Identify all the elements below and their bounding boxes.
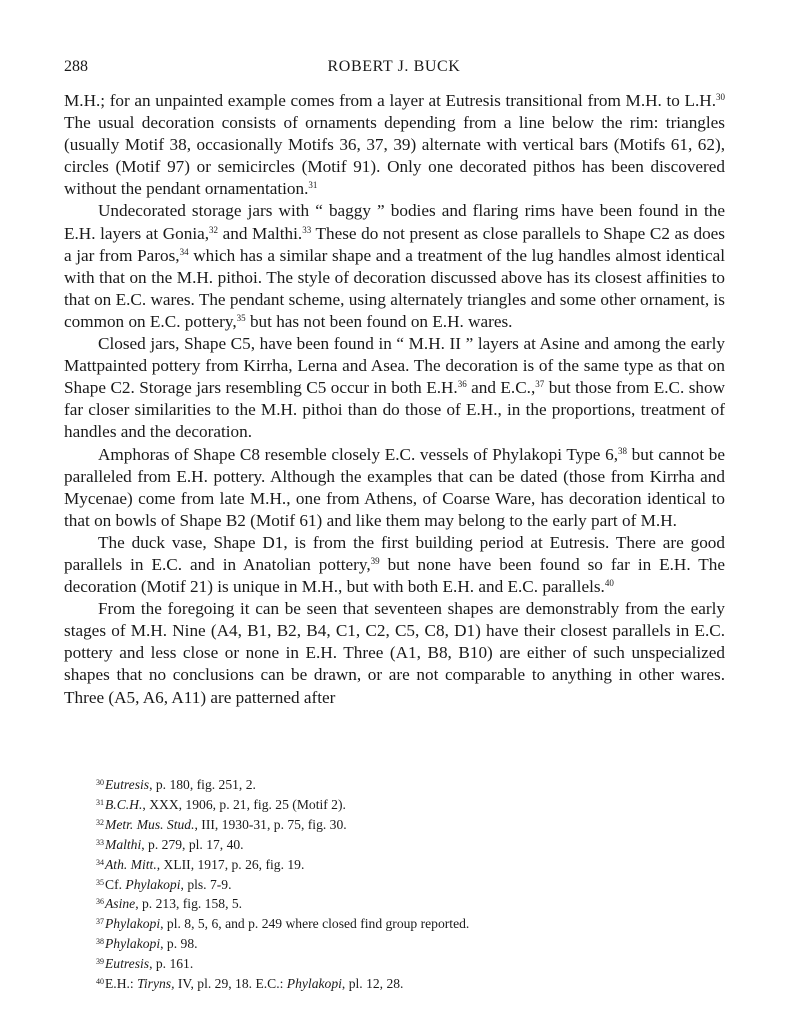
body-paragraph — [64, 333, 725, 443]
footnote — [96, 953, 696, 973]
footnote-number: 33 — [96, 837, 104, 847]
text-run: and E.C., — [466, 378, 536, 398]
footnote-text: , p. 213, fig. 158, 5. — [135, 896, 243, 912]
footnote-text: , pls. 7-9. — [180, 876, 232, 892]
text-run: and Malthi. — [218, 223, 303, 243]
body-text — [64, 90, 725, 709]
footnote — [96, 893, 696, 913]
text-run: From the foregoing it can be seen that seventeen shapes are demonstrably from the early stages of M.H. Nine (A4, B1, B2, B4, C1, C2, C5, C8, D1) have their closest parallels in E.C. pottery and less close or none in E.H. Three (A1, B8, B10) are either of such unspecialized shapes that no conclusions can be drawn, or are not comparable to anything in other wares. Three (A5, A6, A11) are patterned after — [64, 599, 725, 707]
citation-title: Asine — [105, 896, 136, 912]
footnote-number: 34 — [96, 857, 104, 867]
footnote-text: IV, pl. 29, 18. E.C.: — [174, 976, 287, 992]
text-run: The usual decoration consists of ornaments depending from a line below the rim: triangles (usually Motif 38, occasionally Motifs 36, 37, 39) alternate with vertical bars (Motifs 61, 62), circles (Motif 97) or semicircles (Motif 91). Only one decorated pithos has been discovered without the pendant ornamentation. — [64, 113, 725, 199]
body-paragraph — [64, 532, 725, 598]
footnote — [96, 854, 696, 874]
footnotes — [96, 774, 696, 993]
footnote-reference: 32 — [209, 224, 219, 235]
citation-title: Phylakopi — [105, 936, 161, 952]
footnote-text: , XXX, 1906, p. 21, fig. 25 (Motif 2). — [142, 796, 346, 812]
citation-title: Malthi — [105, 836, 142, 852]
footnote-number: 39 — [96, 957, 104, 967]
footnote-text: E.H.: — [105, 976, 138, 992]
footnote-text: , pl. 12, 28. — [341, 976, 404, 992]
footnote-reference: 36 — [457, 379, 467, 390]
text-run: Undecorated storage jars with “ baggy ” bodies and flaring rims have been found in the E.H. layers at Gonia, — [64, 201, 725, 243]
footnote — [96, 774, 696, 794]
footnote-reference: 31 — [308, 180, 318, 191]
footnote-reference: 30 — [716, 92, 725, 102]
citation-title: Ath. Mitt. — [105, 856, 157, 872]
text-run: The duck vase, Shape D1, is from the first building period at Eutresis. There are good parallels in E.C. and in Anatolian pottery, — [64, 532, 725, 574]
text-run: which has a similar shape and a treatment of the lug handles almost identical with that on the M.H. pithoi. The style of decoration discussed above has its closest affinities to that on E.C. wares. The pendant scheme, using alternately triangles and some other ornament, is common on E.C. pottery, — [64, 245, 725, 331]
text-run: Closed jars, Shape C5, have been found in “ M.H. II ” layers at Asine and among the early Mattpainted pottery from Kirrha, Lerna and Asea. The decoration is of the same type as that on Shape C2. Storage jars resembling C5 occur in both E.H. — [64, 334, 725, 398]
footnote-text: , p. 161. — [149, 956, 194, 972]
footnote-reference: 37 — [535, 379, 545, 390]
footnote-number: 35 — [96, 877, 104, 887]
citation-title: Metr. Mus. Stud. — [105, 816, 195, 832]
footnote-text: Cf. — [105, 876, 126, 892]
text-run: but cannot be paralleled from E.H. pottery. Although the examples that can be dated (those from Kirrha and Mycenae) come from late M.H., one from Athens, of Coarse Ware, has decoration identical to that on bowls of Shape B2 (Motif 61) and like them may belong to the early part of M.H. — [64, 444, 725, 530]
footnote-reference: 33 — [302, 224, 312, 235]
body-paragraph — [64, 200, 725, 333]
text-run: but has not been found on E.H. wares. — [245, 311, 513, 331]
text-run: but those from E.C. show far closer similarities to the M.H. pithoi than do those of E.H., in the proportions, treatment of handles and the decoration. — [64, 378, 725, 442]
footnote-reference: 40 — [604, 578, 614, 589]
body-paragraph — [64, 90, 725, 200]
page-header — [64, 56, 724, 80]
footnote-text: , III, 1930-31, p. 75, fig. 30. — [194, 816, 347, 832]
footnote — [96, 794, 696, 814]
footnote-number: 37 — [96, 917, 104, 927]
footnote-text: , p. 98. — [160, 936, 198, 952]
footnote-number: 40 — [96, 977, 104, 987]
citation-title: B.C.H. — [105, 796, 143, 812]
footnote-reference: 35 — [236, 312, 246, 323]
footnote — [96, 874, 696, 894]
footnote-text: , XLII, 1917, p. 26, fig. 19. — [156, 856, 305, 872]
body-paragraph — [64, 444, 725, 532]
text-run: M.H.; for an unpainted example comes from a layer at Eutresis transitional from M.H. to L.H. — [64, 91, 716, 110]
footnote-reference: 39 — [370, 555, 380, 566]
running-head: ROBERT J. BUCK — [327, 58, 461, 75]
citation-title: Phylakopi — [105, 916, 161, 932]
citation-title: Phylakopi — [286, 976, 342, 992]
footnote-number: 32 — [96, 817, 104, 827]
footnote-number: 31 — [96, 797, 104, 807]
page-number: 288 — [64, 58, 88, 75]
footnote-text: , pl. 8, 5, 6, and p. 249 where closed find group reported. — [160, 916, 470, 932]
body-paragraph — [64, 598, 725, 708]
footnote-text: , p. 180, fig. 251, 2. — [149, 777, 256, 792]
footnote — [96, 933, 696, 953]
footnote-number: 36 — [96, 897, 104, 907]
footnote — [96, 973, 696, 993]
citation-title: Tiryns, — [137, 976, 175, 992]
footnote-text: , p. 279, pl. 17, 40. — [141, 836, 244, 852]
footnote-reference: 34 — [179, 246, 189, 257]
citation-title: Eutresis — [105, 956, 150, 972]
footnote — [96, 913, 696, 933]
text-run: but none have been found so far in E.H. The decoration (Motif 21) is unique in M.H., but with both E.H. and E.C. parallels. — [64, 554, 725, 597]
citation-title: Phylakopi — [125, 876, 181, 892]
citation-title: Eutresis — [105, 777, 150, 792]
text-run: These do not present as close parallels to Shape C2 as does a jar from Paros, — [64, 223, 725, 265]
footnote-reference: 38 — [618, 445, 627, 456]
text-run: Amphoras of Shape C8 resemble closely E.C. vessels of Phylakopi Type 6, — [98, 444, 618, 464]
footnote-number: 30 — [96, 778, 104, 787]
footnote — [96, 814, 696, 834]
footnote — [96, 834, 696, 854]
footnote-number: 38 — [96, 937, 104, 947]
